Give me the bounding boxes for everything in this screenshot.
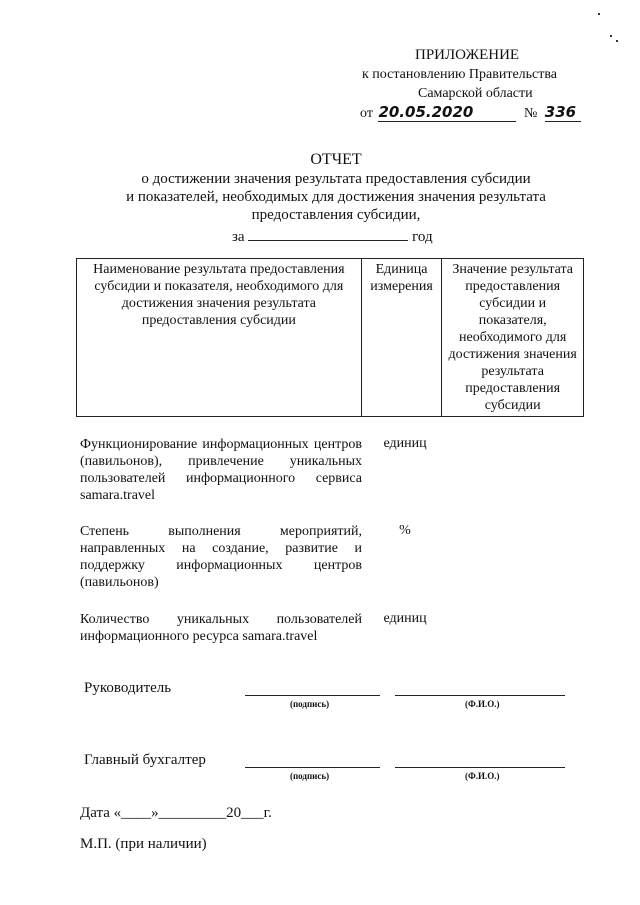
header-unit: Единица измерения (361, 259, 442, 417)
annex-line-2: Самарской области (418, 86, 533, 101)
annex-line-1: к постановлению Правительства (362, 67, 558, 82)
header-name: Наименование результата предоставления субсидии и показателя, необходимого для достижения значения результата предоставления субсидии (77, 259, 362, 417)
period-suffix: год (412, 229, 433, 245)
accountant-label: Главный бухгалтер (84, 752, 206, 768)
table-row-name: Количество уникальных пользователей информационного ресурса samara.travel (80, 612, 362, 644)
scan-dot (598, 13, 600, 15)
scan-dot (616, 40, 618, 42)
annex-date: 20.05.2020 (378, 103, 516, 122)
report-period (232, 226, 433, 246)
accountant-name-line (395, 767, 565, 768)
accountant-signature-caption: (подпись) (290, 771, 330, 781)
annex-title: ПРИЛОЖЕНИЕ (415, 47, 520, 63)
head-signature-line (245, 695, 380, 696)
period-blank (248, 226, 408, 241)
annex-number: 336 (545, 103, 581, 122)
date-field: Дата «____»_________20___г. (80, 805, 272, 821)
header-value: Значение результата предоставления субсидии и показателя, необходимого для достижения значения результата предоставления субсидии (442, 259, 584, 417)
table-row-unit: % (399, 523, 411, 538)
stamp-label: М.П. (при наличии) (80, 836, 207, 852)
annex-number-label: № (523, 106, 538, 121)
head-signature-caption: (подпись) (290, 699, 330, 709)
annex-date-row (360, 103, 581, 122)
table-row-name: Функционирование информационных центров (павильонов), привлечение уникальных пользователей информационного сервиса samara.travel (80, 437, 362, 503)
report-table (76, 258, 584, 417)
report-subtitle-line-2: и показателей, необходимых для достижения значения результата (126, 189, 546, 205)
table-row-unit: единиц (383, 436, 427, 451)
period-prefix: за (232, 229, 245, 245)
report-subtitle-line-3: предоставления субсидии, (251, 207, 421, 223)
table-row-unit: единиц (383, 611, 427, 626)
head-name-caption: (Ф.И.О.) (465, 699, 500, 709)
annex-from-label: от (360, 106, 373, 121)
report-title: ОТЧЕТ (310, 151, 362, 168)
scan-dot (610, 35, 612, 37)
accountant-signature-line (245, 767, 380, 768)
report-subtitle-line-1: о достижении значения результата предоставления субсидии (141, 171, 531, 187)
head-label: Руководитель (84, 680, 172, 696)
table-row-name: Степень выполнения мероприятий, направленных на создание, развитие и поддержку информационных центров (павильонов) (80, 524, 362, 590)
accountant-name-caption: (Ф.И.О.) (465, 771, 500, 781)
head-name-line (395, 695, 565, 696)
